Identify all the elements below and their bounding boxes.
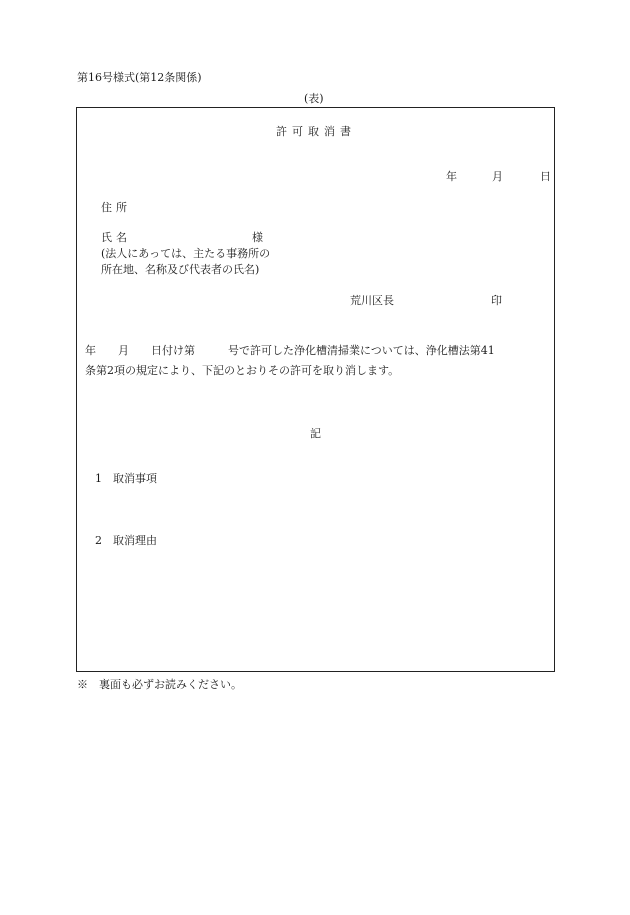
date-year-label: 年 [446, 170, 457, 183]
seal-mark: 印 [491, 294, 502, 307]
form-frame [76, 107, 555, 672]
form-number: 第16号様式(第12条関係) [77, 71, 202, 84]
date-month-label: 月 [492, 170, 503, 183]
corporate-note-line-2: 所在地、名称及び代表者の氏名) [101, 263, 260, 276]
side-label: (表) [304, 92, 324, 105]
list-item: 1 取消事項 [95, 472, 157, 485]
footnote: ※ 裏面も必ずお読みください。 [77, 678, 242, 691]
ki-heading: 記 [310, 427, 321, 440]
document-title: 許可取消書 [276, 125, 356, 138]
body-text-line-1: 年 月 日付け第 号で許可した浄化槽清掃業については、浄化槽法第41 [85, 344, 495, 357]
issuer-name: 荒川区長 [350, 294, 394, 307]
honorific: 様 [252, 231, 263, 244]
address-label: 住所 [101, 201, 131, 214]
date-day-label: 日 [540, 170, 551, 183]
list-item: 2 取消理由 [95, 534, 157, 547]
name-label: 氏名 [101, 231, 131, 244]
corporate-note-line-1: (法人にあっては、主たる事務所の [101, 247, 271, 260]
body-text-line-2: 条第2項の規定により、下記のとおりその許可を取り消します。 [85, 364, 400, 377]
